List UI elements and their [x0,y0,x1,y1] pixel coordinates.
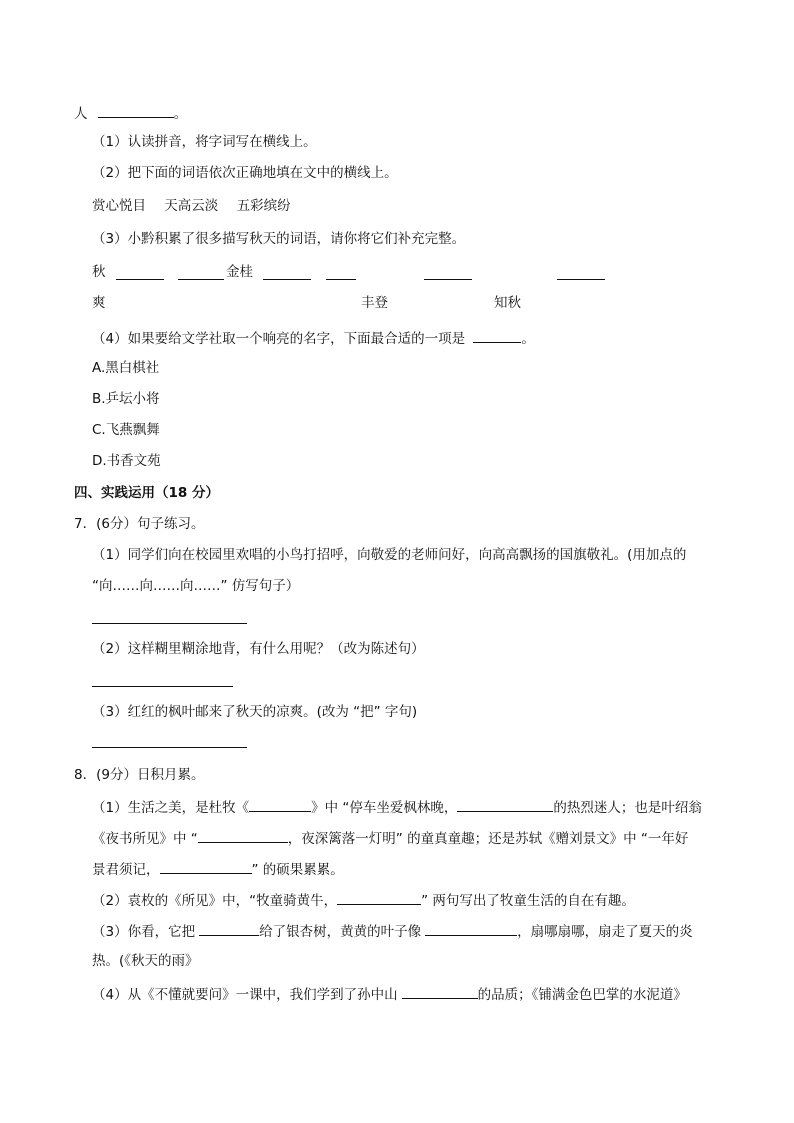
answer-blank[interactable] [337,890,421,905]
sub-question-2: （2）把下面的词语依次正确地填在文中的横线上。 [92,165,398,181]
answer-blank[interactable] [98,103,174,118]
q7-sub1-line2: “向……向……向……” 仿写句子） [92,578,300,594]
idiom-char: 爽 [92,295,106,311]
answer-line[interactable] [92,747,247,748]
answer-blank[interactable] [263,279,311,280]
question-7-title: 7．(6分）句子练习。 [74,516,205,532]
q8-sub3-line1: （3）你看，它把 给了银杏树，黄黄的叶子像 ，扇哪扇哪，扇走了夏天的炎 [92,921,693,941]
sub-question-3: （3）小黔积累了很多描写秋天的词语，请你将它们补充完整。 [92,231,466,247]
answer-blank[interactable] [425,921,517,936]
word-item: 五彩缤纷 [236,198,291,214]
idiom-char: 丰登 [361,295,388,311]
option-a[interactable]: A.黑白棋社 [92,360,160,376]
answer-line[interactable] [92,623,247,624]
sub-question-1: （1）认读拼音，将字词写在横线上。 [92,134,317,150]
q8-sub1-line2: 《夜书所见》中 “ ，夜深篱落一灯明” 的童真童趣；还是苏轼《赠刘景文》中 “一年好 [92,828,688,848]
q7-sub2: （2）这样糊里糊涂地背，有什么用呢？（改为陈述句） [92,641,425,657]
answer-blank[interactable] [473,328,521,343]
option-b[interactable]: B.乒坛小将 [92,391,160,407]
answer-blank[interactable] [457,797,553,812]
option-d[interactable]: D.书香文苑 [92,453,161,469]
q8-sub3-line2: 热。(《秋天的雨》 [92,953,199,969]
answer-blank[interactable] [402,984,478,999]
word-bank [92,197,291,215]
answer-blank[interactable] [557,279,605,280]
sub-question-4: （4）如果要给文学社取一个响亮的名字，下面最合适的一项是 。 [92,328,535,348]
question-8-title: 8．(9分）日积月累。 [74,767,205,783]
answer-blank[interactable] [178,279,224,280]
answer-blank[interactable] [199,921,259,936]
answer-blank[interactable] [198,828,288,843]
top-fragment: 人 。 [74,103,187,123]
idiom-char: 知秋 [494,295,521,311]
q8-sub4: （4）从《不懂就要问》一课中，我们学到了孙中山 的品质；《铺满金色巴掌的水泥道》 [92,984,687,1004]
answer-blank[interactable] [326,279,356,280]
q7-sub3: （3）红红的枫叶邮来了秋天的凉爽。(改为 “把” 字句) [92,704,418,720]
q8-sub1-line1: （1）生活之美，是杜牧《 》中 “停车坐爱枫林晚， 的热烈迷人；也是叶绍翁 [92,797,702,817]
option-c[interactable]: C.飞燕飘舞 [92,422,160,438]
answer-blank[interactable] [424,279,472,280]
answer-blank[interactable] [249,797,311,812]
q7-sub1-line1: （1）同学们向在校园里欢唱的小鸟打招呼，向敬爱的老师问好，向高高飘扬的国旗敬礼。(用加点的 [92,547,687,563]
section-heading: 四、实践运用（18 分） [74,485,219,501]
idiom-char: 金桂 [226,264,253,280]
answer-blank[interactable] [116,279,164,280]
word-item: 天高云淡 [164,198,219,214]
q8-sub1-line3: 景君须记， ” 的硕果累累。 [92,859,344,879]
answer-blank[interactable] [160,859,252,874]
idiom-char: 秋 [92,264,106,280]
q8-sub2: （2）袁枚的《所见》中，“牧童骑黄牛， ” 两句写出了牧童生活的自在有趣。 [92,890,635,910]
answer-line[interactable] [92,686,233,687]
word-item: 赏心悦目 [92,198,146,214]
